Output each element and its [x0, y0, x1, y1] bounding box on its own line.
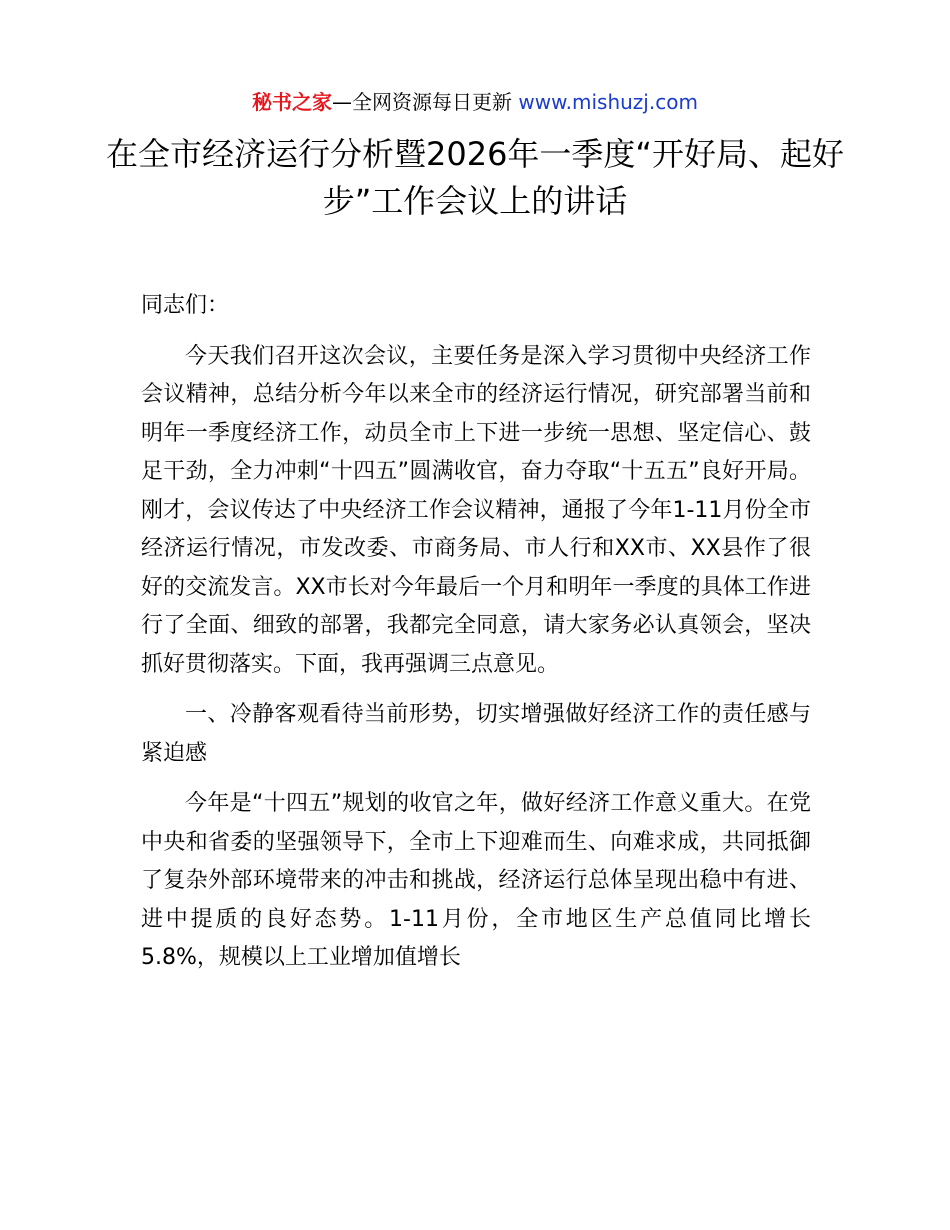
brand-name: 秘书之家 [252, 90, 333, 114]
paragraph-situation: 今年是“十四五”规划的收官之年，做好经济工作意义重大。在党中央和省委的坚强领导下，全市上下迎难而生、向难求成，共同抵御了复杂外部环境带来的冲击和挑战，经济运行总体呈现出稳中有进、进中提质的良好态势。1-11月份，全市地区生产总值同比增长5.8%，规模以上工业增加值增长 [141, 791, 811, 970]
section-heading-1: 一、冷静客观看待当前形势，切实增强做好经济工作的责任感与紧迫感 [141, 702, 811, 766]
salutation: 同志们： [141, 293, 230, 318]
paragraph-opening: 今天我们召开这次会议，主要任务是深入学习贯彻中央经济工作会议精神，总结分析今年以来全市的经济运行情况，研究部署当前和明年一季度经济工作，动员全市上下进一步统一思想、坚定信心、鼓足干劲，全力冲刺“十四五”圆满收官，奋力夺取“十五五”良好开局。刚才，会议传达了中央经济工作会议精神，通报了今年1-11月份全市经济运行情况，市发改委、市商务局、市人行和XX市、XX县作了很好的交流发言。XX市长对今年最后一个月和明年一季度的具体工作进行了全面、细致的部署，我都完全同意，请大家务必认真领会，坚决抓好贯彻落实。下面，我再强调三点意见。 [141, 343, 811, 677]
header-tagline: —全网资源每日更新 [332, 90, 513, 114]
site-header [0, 88, 950, 116]
document-body [141, 287, 811, 978]
site-url-link[interactable]: www.mishuzj.com [518, 90, 698, 114]
document-title: 在全市经济运行分析暨2026年一季度“开好局、起好步”工作会议上的讲话 [105, 135, 845, 220]
